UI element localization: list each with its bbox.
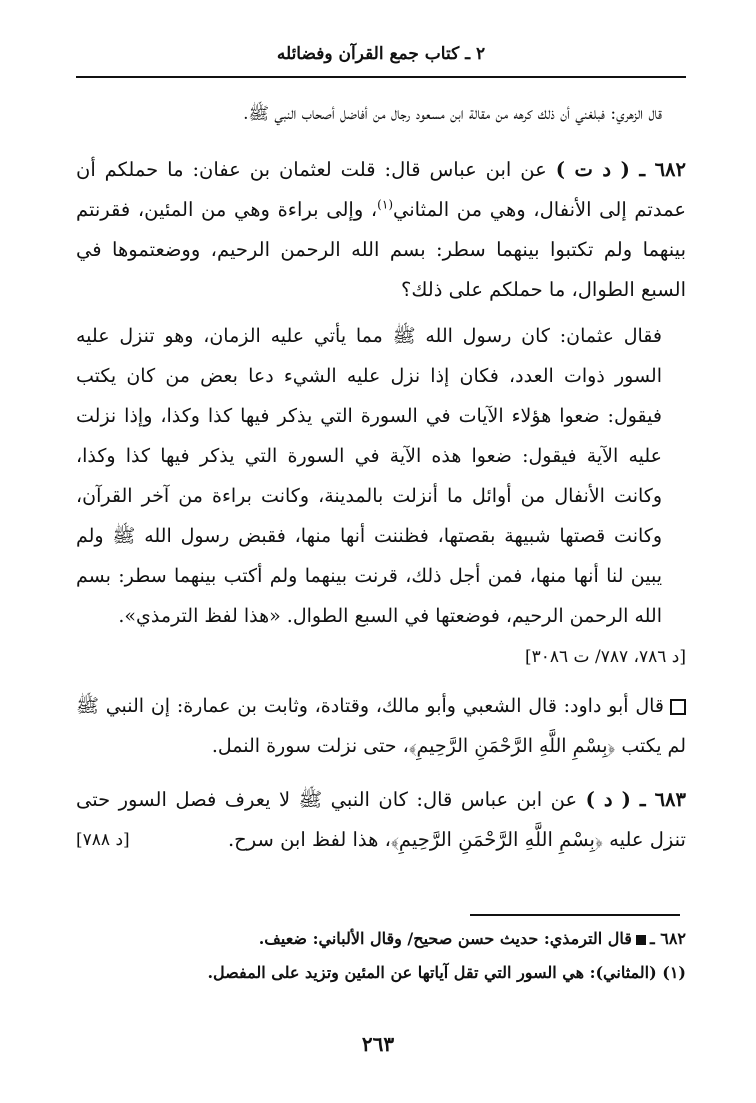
abu-dawud-note xyxy=(76,686,686,766)
hadith-682-reference: [د ٧٨٦، ٧٨٧/ ت ٣٠٨٦] xyxy=(524,647,686,667)
footnote-grading-number: ٦٨٢ ـ xyxy=(649,929,686,948)
footnote-rule xyxy=(470,914,680,916)
hadith-683 xyxy=(76,780,686,860)
main-text xyxy=(76,96,686,860)
running-header: ٢ ـ كتاب جمع القرآن وفضائله xyxy=(276,44,486,64)
abu-dawud-text: قال أبو داود: قال الشعبي وأبو مالك، وقتادة، وثابت بن عمارة: إن النبي ﷺ لم يكتب ﴿بِسْمِ اللَّهِ الرَّحْمَنِ الرَّحِيمِ﴾، حتى نزلت سورة النمل. xyxy=(76,695,686,757)
hadith-682-number: ٦٨٢ ـ ( د ت ) xyxy=(555,158,686,181)
hadith-683-number: ٦٨٣ ـ ( د ) xyxy=(585,788,686,811)
footnote-1 xyxy=(76,956,686,990)
footnote-grading-text: قال الترمذي: حديث حسن صحيح/ وقال الألباني: ضعيف. xyxy=(258,929,632,948)
footnote-grading xyxy=(76,922,686,956)
hadith-682 xyxy=(76,150,686,310)
footnote-marker: (١) xyxy=(377,197,393,212)
uthman-answer: فقال عثمان: كان رسول الله ﷺ مما يأتي عليه الزمان، وهو تنزل عليه السور ذوات العدد، فكان إذا نزل عليه الشيء دعا بعض من كان يكتب فيقول: ضعوا هؤلاء الآيات في السورة التي يذكر فيها كذا وكذا، وإذا نزلت عليه الآية فيقول: ضعوا هذه الآية في السورة التي يذكر فيها كذا وكذا، وكانت الأنفال من أوائل ما أنزلت بالمدينة، وكانت براءة من آخر القرآن، وكانت قصتها شبيهة بقصتها، فظننت أنها منها، فقبض رسول الله ﷺ ولم يبين لنا أنها منها، فمن أجل ذلك، قرنت بينهما ولم أكتب بينهما سطر: بسم الله الرحمن الرحيم، فوضعتها في السبع الطوال. «هذا لفظ الترمذي». xyxy=(76,325,662,627)
hadith-683-reference: [د ٧٨٨] xyxy=(76,830,130,850)
hadith-683-text: عن ابن عباس قال: كان النبي ﷺ لا يعرف فصل السور حتى تنزل عليه ﴿بِسْمِ اللَّهِ الرَّحْمَنِ الرَّحِيمِ﴾، هذا لفظ ابن سرح. xyxy=(76,788,686,851)
footnotes xyxy=(76,922,686,990)
hadith-682-text-b: ، وإلى براءة وهي من المئين، فقرنتم بينهما ولم تكتبوا بينهما سطر: بسم الله الرحمن الرحيم، ووضعتموها في السبع الطوال، ما حملكم على ذلك؟ xyxy=(76,198,686,301)
footnote-1-mark: (١) xyxy=(662,963,686,982)
zuhri-paragraph: قال الزهري: فبلغني أن ذلك كرهه من مقالة ابن مسعود رجال من أفاضل أصحاب النبي ﷺ. xyxy=(243,104,662,124)
page-number: ٢٦٣ xyxy=(361,1032,395,1056)
square-bullet-icon xyxy=(670,699,686,715)
filled-square-icon xyxy=(636,935,646,945)
header-rule xyxy=(76,76,686,78)
footnote-1-text: (المثاني): هي السور التي تقل آياتها عن المئين وتزيد على المفصل. xyxy=(207,963,663,982)
hadith-682-text-a: عن ابن عباس قال: قلت لعثمان بن عفان: ما حملكم أن عمدتم إلى الأنفال، وهي من المثاني xyxy=(76,158,686,221)
